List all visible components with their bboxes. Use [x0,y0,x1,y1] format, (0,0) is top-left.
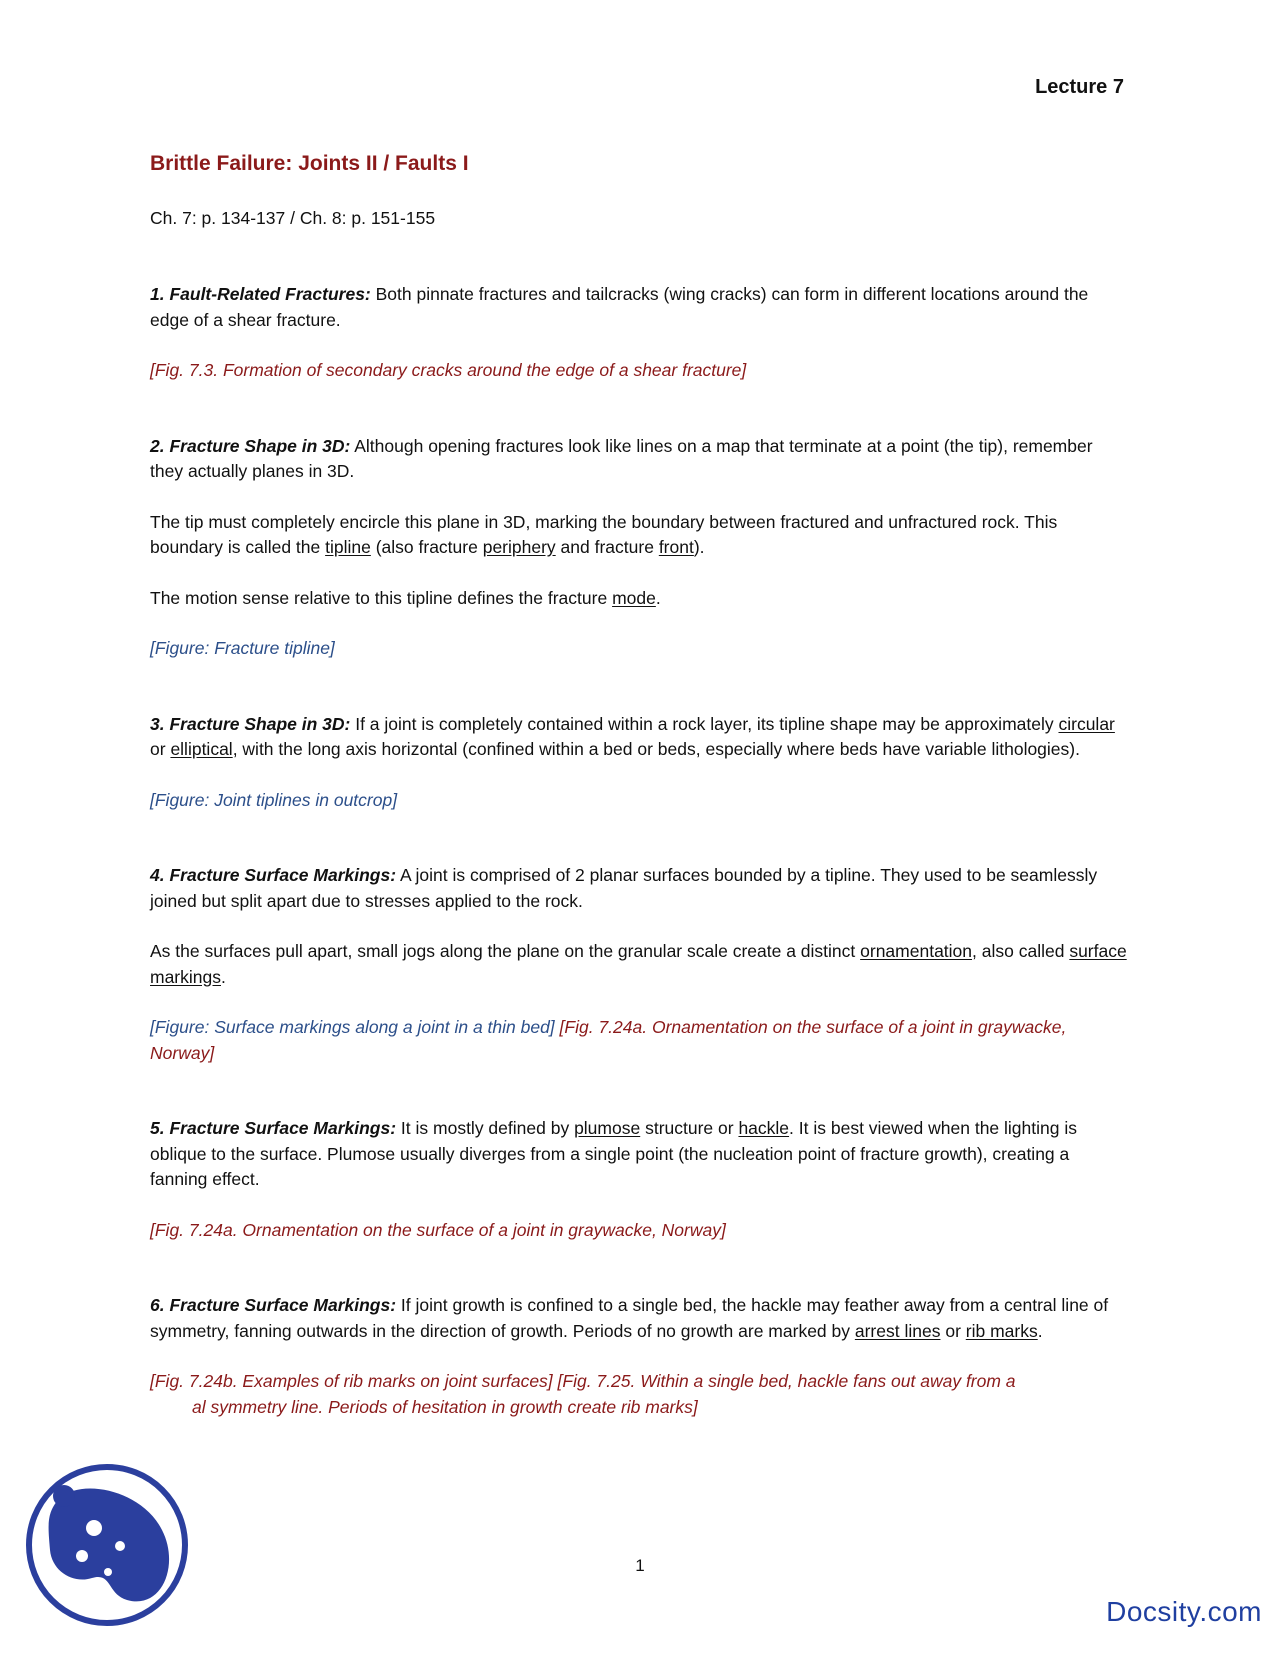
section-3-paragraph [150,712,1130,763]
term-surface-markings: surface markings [150,941,1127,987]
term-elliptical: elliptical [170,739,233,759]
docsity-brand-text[interactable]: Docsity.com [1106,1596,1262,1627]
section-4-figure-refs [150,1015,1130,1066]
section-6-lead: 6. Fracture Surface Markings: [150,1295,397,1315]
section-3-text-a: If a joint is completely contained within a rock layer, its tipline shape may be approximately [350,713,1059,734]
section-1-paragraph [150,282,1130,333]
section-4-paragraph-2 [150,939,1130,990]
term-arrest-lines: arrest lines [854,1320,941,1341]
section-2-paragraph-3 [150,586,1130,612]
section-4-p2-text-c: . [221,966,226,987]
section-6-figure-ref-line-1: [Fig. 7.24b. Examples of rib marks on joint surfaces] [Fig. 7.25. Within a single bed, hackle fans out away from a [150,1371,1016,1391]
section-2-p2-text-d: ). [693,537,705,557]
section-2-p3-text-a: The motion sense relative to this tipline defines the fracture [150,587,613,608]
section-4-paragraph [150,863,1130,914]
section-4-p2-text-a: As the surfaces pull apart, small jogs along the plane on the granular scale create a distinct [150,941,861,961]
section-5-lead: 5. Fracture Surface Markings: [150,1118,397,1138]
term-plumose: plumose [574,1118,641,1138]
section-2-text: Although opening fractures look like lines on a map that terminate at a point (the tip), remember they actually planes in 3D. [150,435,1093,481]
section-3-text-c: , with the long axis horizontal (confined within a bed or beds, especially where beds have variable lithologies). [232,739,1080,759]
section-2-lead: 2. Fracture Shape in 3D: [150,435,351,456]
section-2-p2-text-b: (also fracture [370,537,483,557]
docsity-logo-icon [22,1460,192,1630]
section-5-figure-ref: [Fig. 7.24a. Ornamentation on the surface of a joint in graywacke, Norway] [150,1219,726,1240]
section-2-paragraph [150,434,1130,485]
term-front: front [658,537,694,557]
section-2-p2-text-c: and fracture [555,537,659,557]
section-5-paragraph [150,1116,1130,1193]
section-1-lead: 1. Fault-Related Fractures: [150,284,371,304]
term-ornamentation: ornamentation [860,941,973,961]
section-3-lead: 3. Fracture Shape in 3D: [150,713,351,734]
section-4-figure-ref-red: [Fig. 7.24a. Ornamentation on the surface of a joint in graywacke, Norway] [150,1017,1067,1063]
term-mode: mode [612,587,656,608]
section-4-text: A joint is comprised of 2 planar surfaces bounded by a tipline. They used to be seamlessly joined but split apart due to stresses applied to the rock. [150,865,1098,911]
section-2-paragraph-2 [150,510,1130,561]
section-4-p2-text-b: , also called [972,941,1070,961]
section-2-p2-text-a: The tip must completely encircle this plane in 3D, marking the boundary between fractured and unfractured rock. This boundary is called the [150,511,1058,557]
section-6-text-b: or [940,1320,966,1341]
section-2-figure-ref: [Figure: Fracture tipline] [150,638,335,658]
term-circular: circular [1058,713,1115,734]
chapter-reference: Ch. 7: p. 134-137 / Ch. 8: p. 151-155 [150,208,436,228]
section-3-text-b: or [150,739,171,759]
term-rib-marks: rib marks [965,1320,1038,1341]
section-1-figure-ref: [Fig. 7.3. Formation of secondary cracks around the edge of a shear fracture] [150,360,747,380]
section-6-text-c: . [1037,1320,1043,1341]
section-5-text-b: structure or [640,1118,739,1138]
section-6-paragraph [150,1293,1130,1344]
section-6-figure-ref-line-2: al symmetry line. Periods of hesitation in growth create rib marks] [192,1396,698,1417]
section-5-text-c: . It is best viewed when the lighting is oblique to the surface. Plumose usually diverges from a single point (the nucleation point of fracture growth), creating a fanning effect. [150,1118,1077,1189]
section-2-p3-text-b: . [655,587,661,608]
term-tipline: tipline [325,537,371,557]
term-periphery: periphery [482,537,556,557]
lecture-label: Lecture 7 [1035,76,1124,98]
term-hackle: hackle [738,1118,790,1138]
section-5-text-a: It is mostly defined by [396,1118,575,1138]
section-4-lead: 4. Fracture Surface Markings: [150,865,397,885]
section-4-figure-ref-blue: [Figure: Surface markings along a joint in a thin bed] [150,1017,555,1037]
section-3-figure-ref: [Figure: Joint tiplines in outcrop] [150,789,398,810]
document-body [150,282,1130,1420]
section-1-text: Both pinnate fractures and tailcracks (wing cracks) can form in different locations around the edge of a shear fracture. [150,284,1089,330]
page-number: 1 [635,1556,645,1575]
page-title: Brittle Failure: Joints II / Faults I [150,152,469,175]
section-6-text-a: If joint growth is confined to a single bed, the hackle may feather away from a central line of symmetry, fanning outwards in the direction of growth. Periods of no growth are marked by [150,1295,1109,1341]
